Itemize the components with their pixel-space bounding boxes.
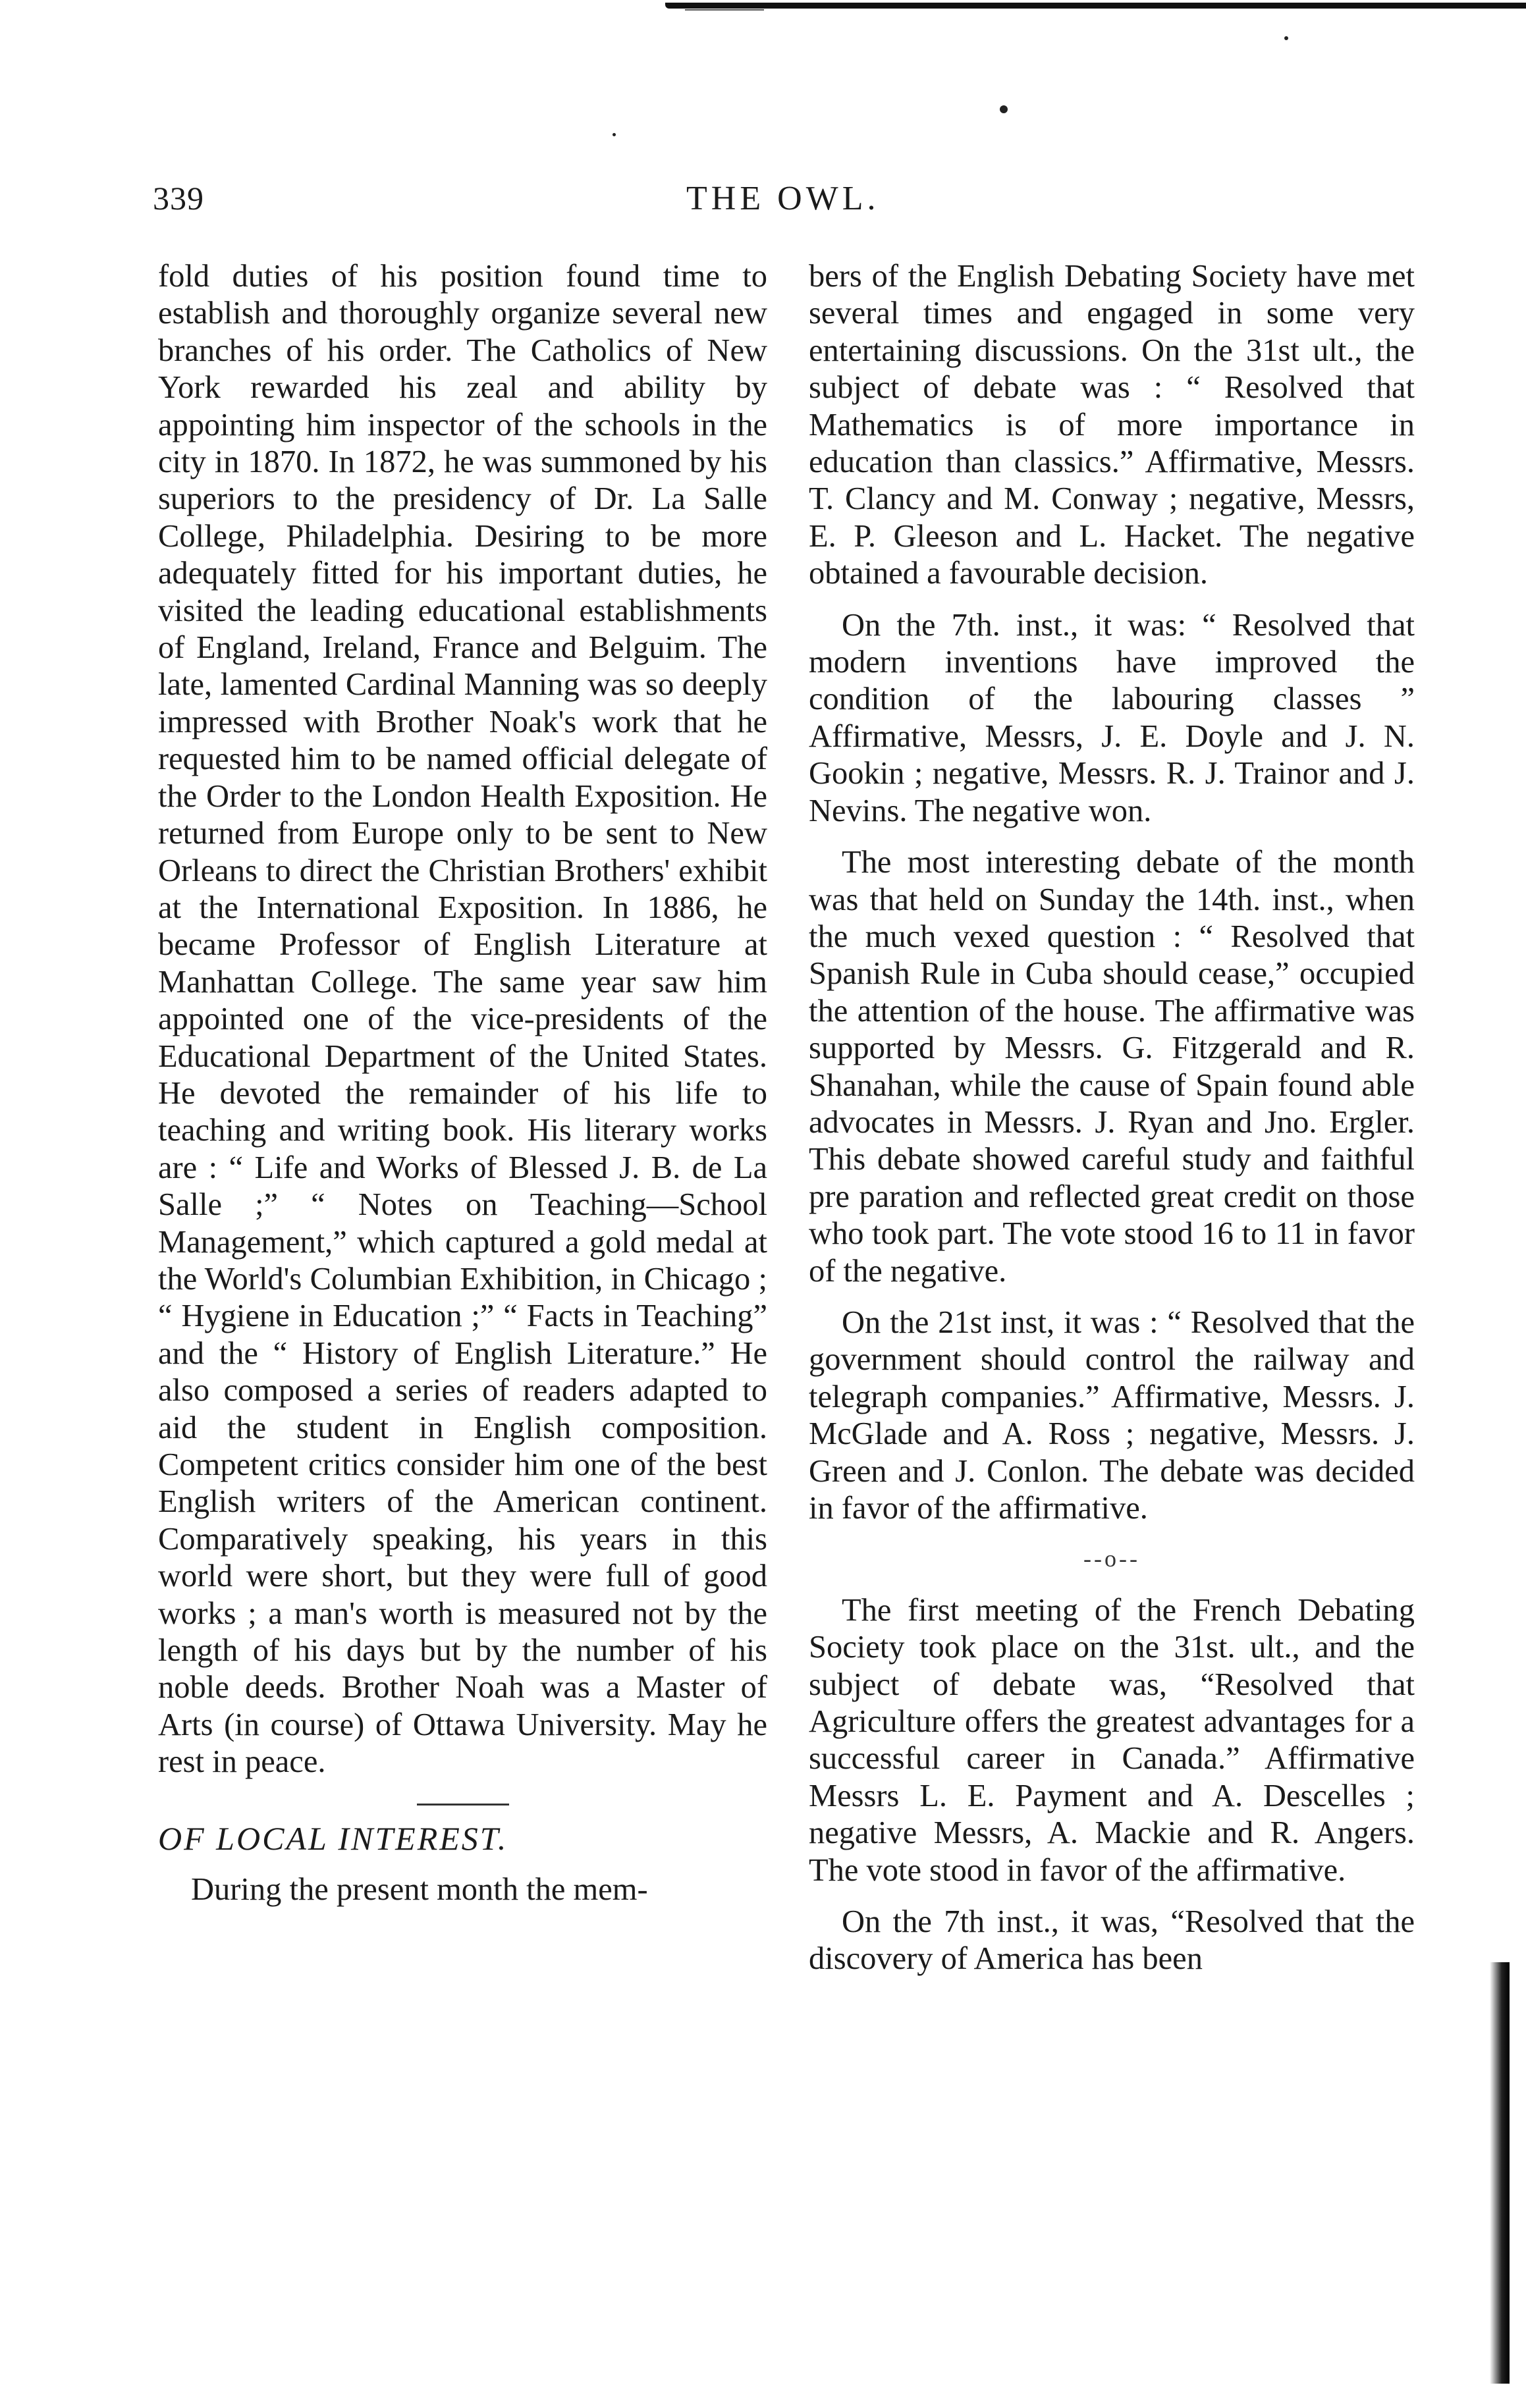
top-edge-rule [665, 3, 1526, 9]
ink-speck [613, 133, 616, 136]
ink-speck [1284, 36, 1288, 40]
section-separator: --o-- [1083, 1545, 1140, 1572]
french-debate-paragraph: The first meeting of the French Debating Society took place on the 31st. ult., and the subject of debate was, “Resolved that Agriculture offers the greatest advantages for a successful career in Canada.” Affirmative Messrs L. E. Payment and A. Descelles ; negative Messrs, A. Mackie and R. Angers. The vote stood in favor of the affirmative. [809, 1592, 1415, 1888]
debate-paragraph: On the 21st inst, it was : “ Resolved that the government should control the railway and telegraph companies.” Affirmative, Messrs. J. McGlade and A. Ross ; negative, Messrs. J. Green and J. Conlon. The debate was decided in favor of the affirmative. [809, 1304, 1415, 1526]
page-header [153, 179, 1417, 225]
debate-paragraph: On the 7th. inst., it was: “ Resolved that modern inventions have improved the condition of the labouring classes ” Affirmative, Messrs, J. E. Doyle and J. N. Gookin ; negative, Messrs. R. J. Trainor and J. Nevins. The negative won. [809, 607, 1415, 828]
running-head: THE OWL. [686, 180, 880, 217]
debate-paragraph: bers of the English Debating Society have met several times and engaged in some very entertaining discussions. On the 31st ult., the subject of debate was : “ Resolved that Mathematics is of more importance in education than classics.” Affirmative, Messrs. T. Clancy and M. Conway ; negative, Messrs, E. P. Gleeson and L. Hacket. The negative obtained a favourable decision. [809, 259, 1415, 591]
left-column [158, 258, 767, 1908]
local-interest-paragraph: During the present month the mem- [191, 1872, 648, 1908]
section-divider [417, 1804, 509, 1806]
right-page-edge-shadow [1490, 1962, 1510, 2384]
top-edge-hairline [685, 9, 764, 11]
debate-paragraph: The most interesting debate of the month was that held on Sunday the 14th. inst., when the much vexed question : “ Resolved that Spanish Rule in Cuba should cease,” occupied the attention of the house. The affirmative was supported by Messrs. G. Fitzgerald and R. Shanahan, while the cause of Spain found able advocates in Messrs. J. Ryan and Jno. Ergler. This debate showed careful study and faithful pre paration and reflected great credit on those who took part. The vote stood 16 to 11 in favor of the negative. [809, 845, 1415, 1289]
obituary-paragraph: fold duties of his position found time to establish and thoroughly organize several new branches of his order. The Catholics of New York rewarded his zeal and ability by appointing him inspector of the schools in the city in 1870. In 1872, he was summoned by his superiors to the presidency of Dr. La Salle College, Philadelphia. Desiring to be more adequately fitted for his important duties, he visited the leading educational establishments of England, Ireland, France and Belguim. The late, lamented Cardinal Manning was so deeply impressed with Brother Noak's work that he requested him to be named official delegate of the Order to the London Health Exposition. He returned from Europe only to be sent to New Orleans to direct the Christian Brothers' exhibit at the International Exposition. In 1886, he became Professor of English Literature at Manhattan College. The same year saw him appointed one of the vice-presidents of the Educational Department of the United States. He devoted the remainder of his life to teaching and writing book. His literary works are : “ Life and Works of Blessed J. B. de La Salle ;” “ Notes on Teaching—School Management,” which captured a gold medal at the World's Columbian Exhibition, in Chicago ; “ Hygiene in Education ;” “ Facts in Teaching” and the “ History of English Literature.” He also composed a series of readers adapted to aid the student in English composition. Competent critics consider him one of the best English writers of the American continent. Comparatively speaking, his years in this world were short, but they were full of good works ; a man's worth is measured not by the length of his days but by the number of his noble deeds. Brother Noah was a Master of Arts (in course) of Ottawa University. May he rest in peace. [158, 259, 767, 1780]
french-debate-paragraph: On the 7th inst., it was, “Resolved that the discovery of America has been [809, 1904, 1415, 1977]
page-number: 339 [153, 180, 204, 217]
section-heading: OF LOCAL INTEREST. [158, 1819, 508, 1857]
right-column [809, 258, 1415, 1978]
ink-speck [1000, 105, 1008, 113]
